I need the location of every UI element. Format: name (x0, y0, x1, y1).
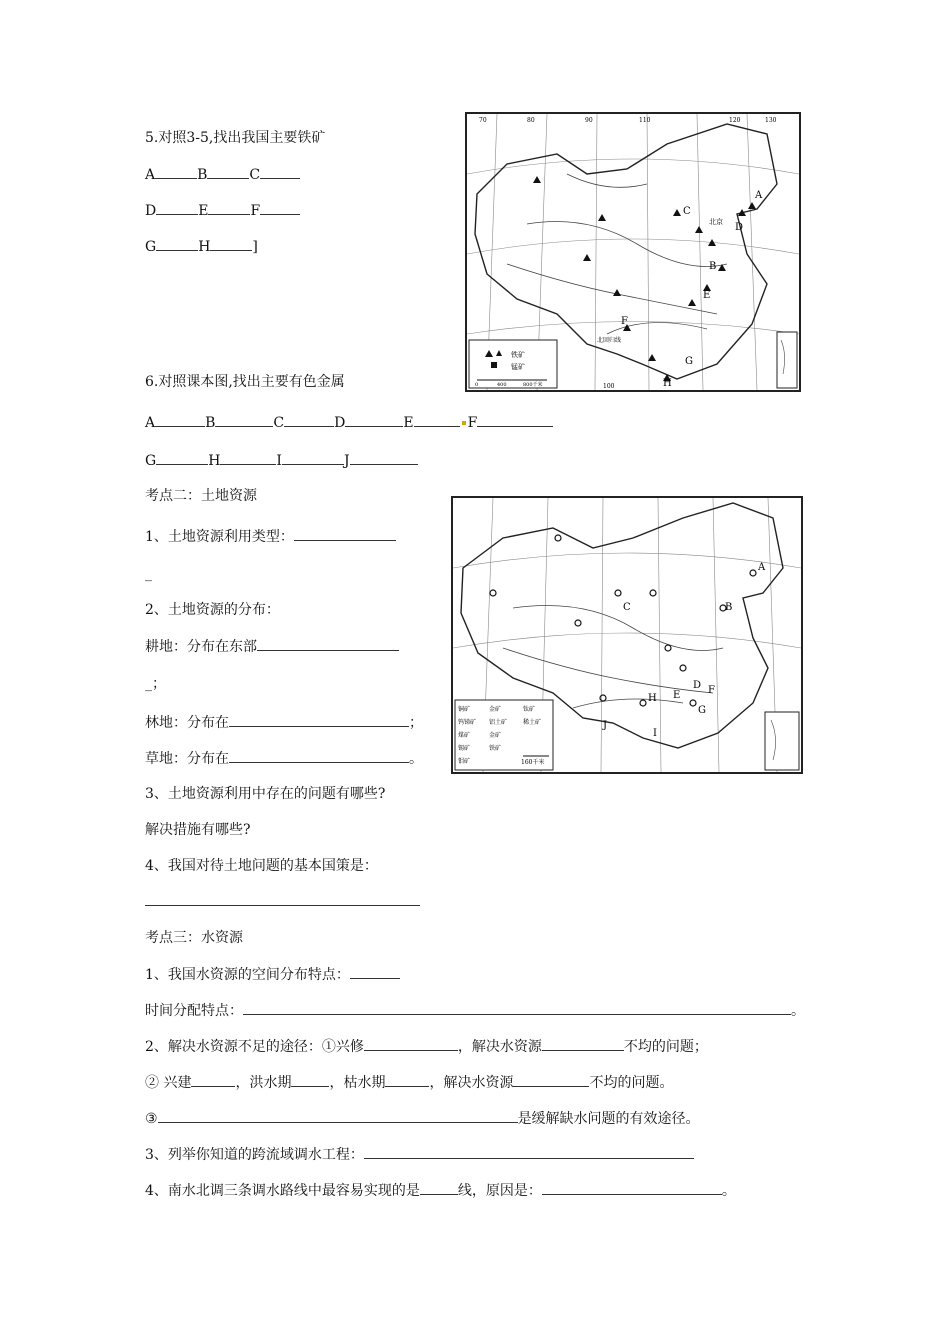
map2-label-g: G (698, 705, 706, 716)
map1-label-e: E (703, 290, 711, 301)
map2-south-sea-inset (765, 712, 799, 770)
map1-label-g: G (685, 356, 693, 367)
map1-legend (469, 340, 557, 388)
nonferrous-metal-map (451, 496, 803, 774)
kd2-title: 考点二：土地资源 (145, 488, 257, 504)
kd2-q1-tail: _ (145, 566, 152, 582)
map1-label-b: B (709, 261, 717, 272)
map1-label-h: H (663, 378, 672, 389)
map1-lon-3: 90 (585, 117, 593, 124)
q5-row3: G H ] (145, 236, 258, 257)
map1-label-c: C (683, 206, 691, 217)
q6-row1: A B C D E F (145, 412, 553, 433)
kd2-farmland-tail: _； (145, 676, 166, 692)
map1-label-d: D (735, 222, 744, 233)
map2-label-h: H (648, 693, 657, 704)
svg-text:0: 0 (475, 382, 479, 388)
svg-text:铁矿: 铁矿 (489, 745, 502, 752)
kd2-farmland: 耕地：分布在东部 (145, 636, 399, 657)
kd2-q3b: 解决措施有哪些? (145, 822, 251, 838)
map1-label-f: F (621, 316, 628, 327)
svg-text:铝土矿: 铝土矿 (489, 719, 508, 726)
q5-title: 5.对照3-5,找出我国主要铁矿 (145, 130, 326, 146)
map1-lon-1: 70 (479, 117, 487, 124)
svg-text:金矿: 金矿 (489, 732, 502, 739)
map2-label-a: A (758, 562, 766, 573)
kd2-q3: 3、土地资源利用中存在的问题有哪些? (145, 786, 386, 802)
svg-text:金矿: 金矿 (489, 706, 502, 713)
map1-label-a: A (755, 190, 763, 201)
kd3-q2a: 2、解决水资源不足的途径：①兴修 ，解决水资源 不均的问题； (145, 1036, 708, 1057)
q5-row1: A B C (145, 164, 300, 185)
map2-label-b: B (725, 602, 733, 613)
map1-south-sea-inset (777, 332, 797, 388)
q5-row2: D E F (145, 200, 300, 221)
svg-text:钛矿: 钛矿 (523, 706, 536, 713)
map1-svg (467, 114, 799, 390)
map2-legend (455, 700, 553, 770)
highlight-dot (462, 421, 466, 425)
svg-text:铜矿: 铜矿 (458, 706, 471, 713)
map2-label-f: F (708, 685, 715, 696)
svg-text:钼矿: 钼矿 (458, 758, 471, 765)
svg-text:800千米: 800千米 (523, 382, 543, 388)
map1-label-beijing: 北京 (709, 218, 723, 226)
q6-title: 6.对照课本图,找出主要有色金属 (145, 374, 345, 390)
svg-text:稀土矿: 稀土矿 (523, 719, 542, 726)
svg-text:锡矿: 锡矿 (458, 745, 471, 752)
kd3-q4: 4、南水北调三条调水路线中最容易实现的是 线，原因是： 。 (145, 1180, 736, 1201)
kd2-q4-blank (145, 905, 420, 906)
svg-text:钨锑矿: 钨锑矿 (458, 719, 477, 726)
map1-tropic-label: 北回归线 (597, 337, 622, 344)
map1-lon-4: 100 (603, 383, 615, 390)
map2-label-j: J (603, 720, 608, 731)
kd2-q1: 1、土地资源利用类型： (145, 526, 396, 547)
map2-label-i: I (653, 728, 657, 739)
kd2-q2: 2、土地资源的分布： (145, 602, 280, 618)
kd3-q1: 1、我国水资源的空间分布特点： (145, 964, 400, 985)
map1-lon-2: 80 (527, 117, 535, 124)
q6-row2: G H I J (145, 450, 418, 471)
kd2-forest: 林地：分布在 ； (145, 712, 423, 733)
svg-text:铁矿: 铁矿 (511, 351, 525, 359)
map1-lon-7: 130 (765, 117, 777, 124)
svg-text:160千米: 160千米 (521, 759, 545, 766)
map2-label-c: C (623, 602, 631, 613)
svg-text:煤矿: 煤矿 (458, 732, 471, 739)
kd3-q3: 3、列举你知道的跨流域调水工程： (145, 1144, 694, 1165)
iron-ore-map (465, 112, 801, 392)
svg-text:400: 400 (497, 382, 507, 388)
map2-label-e: E (673, 690, 681, 701)
kd3-q2c: ③ 是缓解缺水问题的有效途径。 (145, 1108, 700, 1129)
map2-label-d: D (693, 680, 702, 691)
kd3-title: 考点三：水资源 (145, 930, 243, 946)
kd3-q2b: ② 兴建 ，洪水期 ，枯水期 ，解决水资源 不均的问题。 (145, 1072, 673, 1093)
kd2-grass: 草地：分布在 。 (145, 748, 423, 769)
map2-svg (453, 498, 801, 772)
map1-lon-5: 110 (639, 117, 651, 124)
map1-lon-6: 120 (729, 117, 741, 124)
kd3-q1b: 时间分配特点： 。 (145, 1000, 805, 1021)
kd2-q4: 4、我国对待土地问题的基本国策是： (145, 858, 378, 874)
svg-text:锰矿: 锰矿 (511, 363, 525, 371)
